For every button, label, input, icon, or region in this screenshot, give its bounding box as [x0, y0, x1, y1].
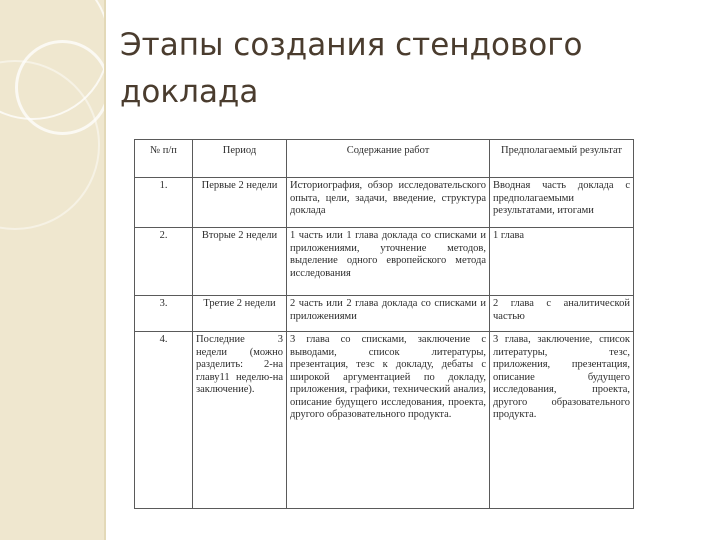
slide-title: [120, 22, 680, 116]
row-period: Вторые 2 недели: [193, 228, 287, 296]
row-period: Третие 2 недели: [193, 296, 287, 332]
row-result: 1 глава: [490, 228, 634, 296]
row-content: Историография, обзор исследовательского опыта, цели, задачи, введение, структура доклада: [287, 178, 490, 228]
table-row: [135, 332, 634, 509]
header-result: Предполагаемый результат: [490, 140, 634, 178]
table-header-row: [135, 140, 634, 178]
row-content: 1 часть или 1 глава доклада со списками и приложениями, уточнение методов, выделение одного европейского метода исследования: [287, 228, 490, 296]
row-number: 1.: [135, 178, 193, 228]
decorative-side-strip: [0, 0, 105, 540]
table-row: [135, 178, 634, 228]
side-divider: [104, 0, 106, 540]
row-result: 3 глава, заключение, список литературы, тезс, приложения, презентация, описание будущего исследования, проекта, другого образовательного продукта.: [490, 332, 634, 509]
row-period: Первые 2 недели: [193, 178, 287, 228]
table-row: [135, 228, 634, 296]
table-row: [135, 296, 634, 332]
slide-title-line-1: Этапы создания стендового: [120, 27, 583, 63]
header-content: Содержание работ: [287, 140, 490, 178]
row-result: 2 глава с аналитической частью: [490, 296, 634, 332]
row-content: 3 глава со списками, заключение с выводами, список литературы, презентация, тезс к докладу, дебаты с широкой аргументацией по докладу, приложения, графики, технический анализ, описание будущего исследования, проекта, другого образовательного продукта.: [287, 332, 490, 509]
row-number: 2.: [135, 228, 193, 296]
row-number: 4.: [135, 332, 193, 509]
row-period: Последние 3 недели (можно разделить: 2-на главу11 неделю-на заключение).: [193, 332, 287, 509]
header-period: Период: [193, 140, 287, 178]
header-number: № п/п: [135, 140, 193, 178]
slide-title-line-2: доклада: [120, 74, 259, 110]
stages-table: [134, 139, 634, 509]
row-content: 2 часть или 2 глава доклада со списками и приложениями: [287, 296, 490, 332]
row-number: 3.: [135, 296, 193, 332]
row-result: Вводная часть доклада с предполагаемыми результатами, итогами: [490, 178, 634, 228]
